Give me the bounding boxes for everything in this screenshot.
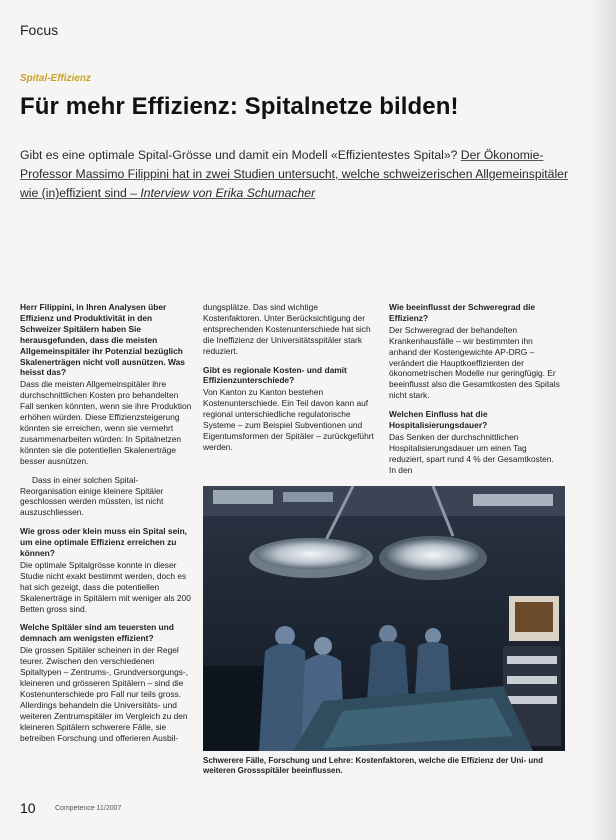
question-1: Herr Filippini, in Ihren Analysen über Effizienz und Produktivität in den Schweizer Spitälern haben Sie herausgefunden, dass die meisten Allgemeinspitäler ihr Potenzial bezüglich Skalenerträgen nicht voll ausnützen. Was heisst das? (20, 302, 185, 378)
page-edge-shadow (590, 0, 616, 840)
page-number: 10 (20, 800, 36, 816)
question-4: Gibt es regionale Kosten- und damit Effizienzunterschiede? (203, 364, 347, 386)
kicker: Spital-Effizienz (20, 73, 91, 84)
lead-intro: Der Ökonomie-Professor Massimo Filippini hat in zwei Studien untersucht, welche schweizerischen Allgemeinspitäler wie (in)effizient sind (20, 148, 569, 200)
operating-room-photo (203, 486, 565, 751)
byline: – Interview von Erika Schumacher (126, 186, 316, 200)
answer-5: Der Schweregrad der behandelten Krankenhausfälle – wir bestimmten ihn anhand der Kostengewichte AP-DRG – verändert die Hauptkoeffizienten der ökonometrischen Modelle nur geringfügig. Er beeinflusst also die Gesamtkosten des Spitals nicht stark. (389, 324, 560, 401)
question-5: Wie beeinflusst der Schweregrad die Effizienz? (389, 302, 536, 323)
answer-2: Die optimale Spitalgrösse konnte in dieser Studie nicht exakt bestimmt werden, doch es hat sich gezeigt, dass die potentiellen Skalenerträge in Spitälern mit weniger als 200 Betten gross sind. (20, 559, 191, 614)
section-label: Focus (20, 22, 59, 38)
lead-paragraph (20, 146, 580, 203)
answer-3-continued: dungsplätze. Das sind wichtige Kostenfaktoren. Unter Berücksichtigung der entsprechenden Kostenunterschiede hat sich die Ineffizienz der Universitätsspitäler stark reduziert. (203, 302, 371, 356)
column-1 (20, 302, 194, 751)
answer-1a: Dass die meisten Allgemeinspitäler ihre durchschnittlichen Kosten pro behandelten Fall senken könnten, wenn sie ihre Produktion erhöhen würden. Diese Effizienzsteigerung könnten sie erreichen, wenn sie vermehrt zusammenarbeiten würden: In Spitalnetzen könnten sie die potentiellen Skalenerträge besser ausnützen. (20, 379, 192, 466)
photo-caption: Schwerere Fälle, Forschung und Lehre: Kostenfaktoren, welche die Effizienz der Uni- und weiteren Grossspitäler beeinflussen. (203, 756, 544, 775)
answer-4: Von Kanton zu Kanton bestehen Kostenunterschiede. Ein Teil davon kann auf regional unterschiedliche regulatorische Systeme – zum Beispiel Subventionen und Eigentumsformen der Spitäler – zurückgeführt werden. (203, 387, 374, 452)
column-3 (389, 302, 563, 484)
answer-3: Die grossen Spitäler scheinen in der Regel teurer. Zwischen den verschiedenen Spitaltypen – Zentrums-, Grundversorgungs-, kleineren und grösseren Spitälern – sind die Kostenunterschiede pro Fall nur teils gross. Allerdings behandeln die Universitäts- und weiteren Zentrumspitäler im Vergleich zu den kleineren Spitälern schwerere Fälle, sie betreiben Forschung und offerieren Ausbil- (20, 645, 189, 743)
question-6: Welchen Einfluss hat die Hospitalisierungsdauer? (389, 409, 488, 431)
headline: Für mehr Effizienz: Spitalnetze bilden! (20, 93, 459, 120)
answer-1b: Dass in einer solchen Spital-Reorganisation einige kleinere Spitäler geschlossen werden müssten, ist nicht auszuschliessen. (20, 474, 164, 518)
question-3: Welche Spitäler sind am teuersten und demnach am wenigsten effizient? (20, 622, 174, 644)
column-2 (203, 302, 377, 461)
magazine-issue: Competence 11/2007 (55, 805, 122, 812)
answer-6: Das Senken der durchschnittlichen Hospitalisierungsdauer um einen Tag reduziert, spart rund 4 % der Gesamtkosten. In den (389, 431, 554, 475)
photo-illustration (203, 486, 565, 751)
lead-question: Gibt es eine optimale Spital-Grösse und damit ein Modell «Effizientestes Spital»? (20, 148, 458, 162)
question-2: Wie gross oder klein muss ein Spital sein, um eine optimale Effizienz erreichen zu können? (20, 526, 188, 559)
